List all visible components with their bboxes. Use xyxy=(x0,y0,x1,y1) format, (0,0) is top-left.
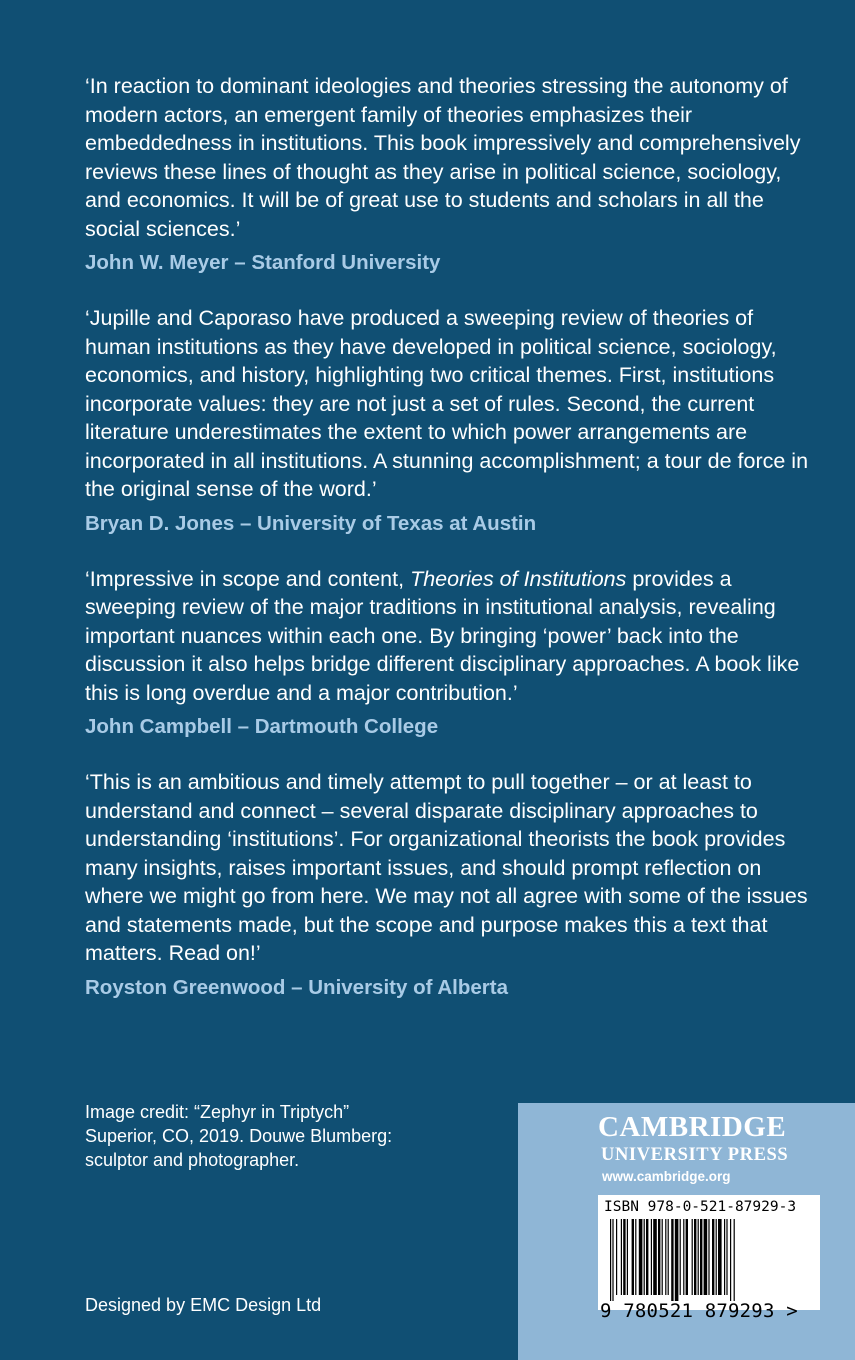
publisher-panel xyxy=(518,1103,855,1360)
publisher-url: www.cambridge.org xyxy=(602,1169,731,1184)
barcode-bar xyxy=(668,1219,669,1295)
review-attribution: Royston Greenwood – University of Alberta xyxy=(85,975,508,999)
review-quote: ‘This is an ambitious and timely attempt to pull together – or at least to understand and connect – several disparate disciplinary approaches to understanding ‘institutions’. For organizational theorists the book provides many insights, raises important issues, and should prompt reflection on where we might go from here. We may not all agree with some of the issues and statements made, but the scope and purpose makes this a text that matters. Read on!’ xyxy=(85,770,808,965)
barcode-bar xyxy=(718,1219,722,1295)
publisher-logo-name: CAMBRIDGE xyxy=(598,1111,787,1143)
barcode-bar xyxy=(698,1219,699,1295)
barcode-bars xyxy=(598,1195,820,1310)
review-3 xyxy=(85,565,820,741)
publisher-logo-press: UNIVERSITY PRESS xyxy=(601,1145,789,1165)
barcode-bar xyxy=(724,1219,725,1295)
barcode-bar xyxy=(734,1219,735,1301)
barcode-bar xyxy=(639,1219,643,1295)
barcode-bar xyxy=(671,1219,673,1301)
image-credit-line: Superior, CO, 2019. Douwe Blumberg: xyxy=(85,1126,393,1146)
barcode-bar xyxy=(683,1219,684,1295)
review-1 xyxy=(85,72,820,276)
barcode-bar xyxy=(694,1219,696,1295)
barcode-bar xyxy=(712,1219,714,1295)
barcode-bar xyxy=(716,1219,717,1295)
barcode-bar xyxy=(700,1219,702,1295)
review-4 xyxy=(85,768,820,1001)
barcode-bar xyxy=(621,1219,622,1295)
barcode-bar xyxy=(726,1219,727,1295)
review-quote: ‘Jupille and Caporaso have produced a sweeping review of theories of human institutions as they have developed in political science, sociology, economics, and history, highlighting two critical themes. First, institutions incorporate values: they are not just a set of rules. Second, the current literature underestimates the extent to which power arrangements are incorporated in all institutions. A stunning accomplishment; a tour de force in the original sense of the word.’ xyxy=(85,306,809,501)
barcode-bar xyxy=(730,1219,731,1301)
barcode xyxy=(598,1195,820,1310)
barcode-bar xyxy=(653,1219,657,1295)
review-attribution: John Campbell – Dartmouth College xyxy=(85,715,439,738)
review-attribution: Bryan D. Jones – University of Texas at Austin xyxy=(85,511,537,535)
barcode-bar xyxy=(662,1219,663,1295)
barcode-bar xyxy=(708,1219,709,1295)
review-attribution: John W. Meyer – Stanford University xyxy=(85,251,441,274)
reviews-section xyxy=(85,72,820,1029)
barcode-bar xyxy=(704,1219,708,1295)
barcode-bar xyxy=(616,1219,617,1295)
review-quote-after: provides a sweeping review of the major traditions in institutional analysis, revealing important nuances within each one. By bringing ‘power’ back into the discussion it also helps bridge different disciplinary approaches. A book like this is long overdue and a major contribution.’ xyxy=(85,566,800,705)
barcode-bar xyxy=(646,1219,648,1295)
barcode-bar xyxy=(692,1219,693,1295)
barcode-bar xyxy=(644,1219,645,1295)
review-quote: ‘In reaction to dominant ideologies and theories stressing the autonomy of modern actors, an emergent family of theories emphasizes their embeddedness in institutions. This book impressively and comprehensively reviews these lines of thought as they arise in political science, sociology, and economics. It will be of great use to students and scholars in all the social sciences.’ xyxy=(85,74,801,241)
barcode-bar xyxy=(610,1219,611,1301)
barcode-bar xyxy=(612,1219,613,1301)
isbn-label: ISBN 978-0-521-87929-3 xyxy=(604,1199,797,1215)
image-credit-line: Image credit: “Zephyr in Triptych” xyxy=(85,1102,350,1122)
barcode-bar xyxy=(686,1219,688,1295)
image-credit-line: sculptor and photographer. xyxy=(85,1150,300,1170)
barcode-bar xyxy=(623,1219,625,1295)
review-quote-before: ‘Impressive in scope and content, xyxy=(85,566,411,591)
designer-credit: Designed by EMC Design Ltd xyxy=(85,1295,322,1315)
image-credit xyxy=(85,1100,505,1172)
barcode-bar xyxy=(651,1219,652,1295)
barcode-bar xyxy=(675,1219,679,1301)
barcode-bar xyxy=(658,1219,660,1295)
barcode-bar xyxy=(635,1219,636,1295)
barcode-bar xyxy=(680,1219,681,1295)
review-quote xyxy=(85,565,820,708)
barcode-bar xyxy=(632,1219,634,1295)
barcode-digits: 9 780521 879293 > xyxy=(600,1300,798,1322)
barcode-bar xyxy=(627,1219,628,1295)
book-title: Theories of Institutions xyxy=(410,566,627,591)
barcode-bar xyxy=(665,1219,666,1295)
review-2 xyxy=(85,304,820,537)
